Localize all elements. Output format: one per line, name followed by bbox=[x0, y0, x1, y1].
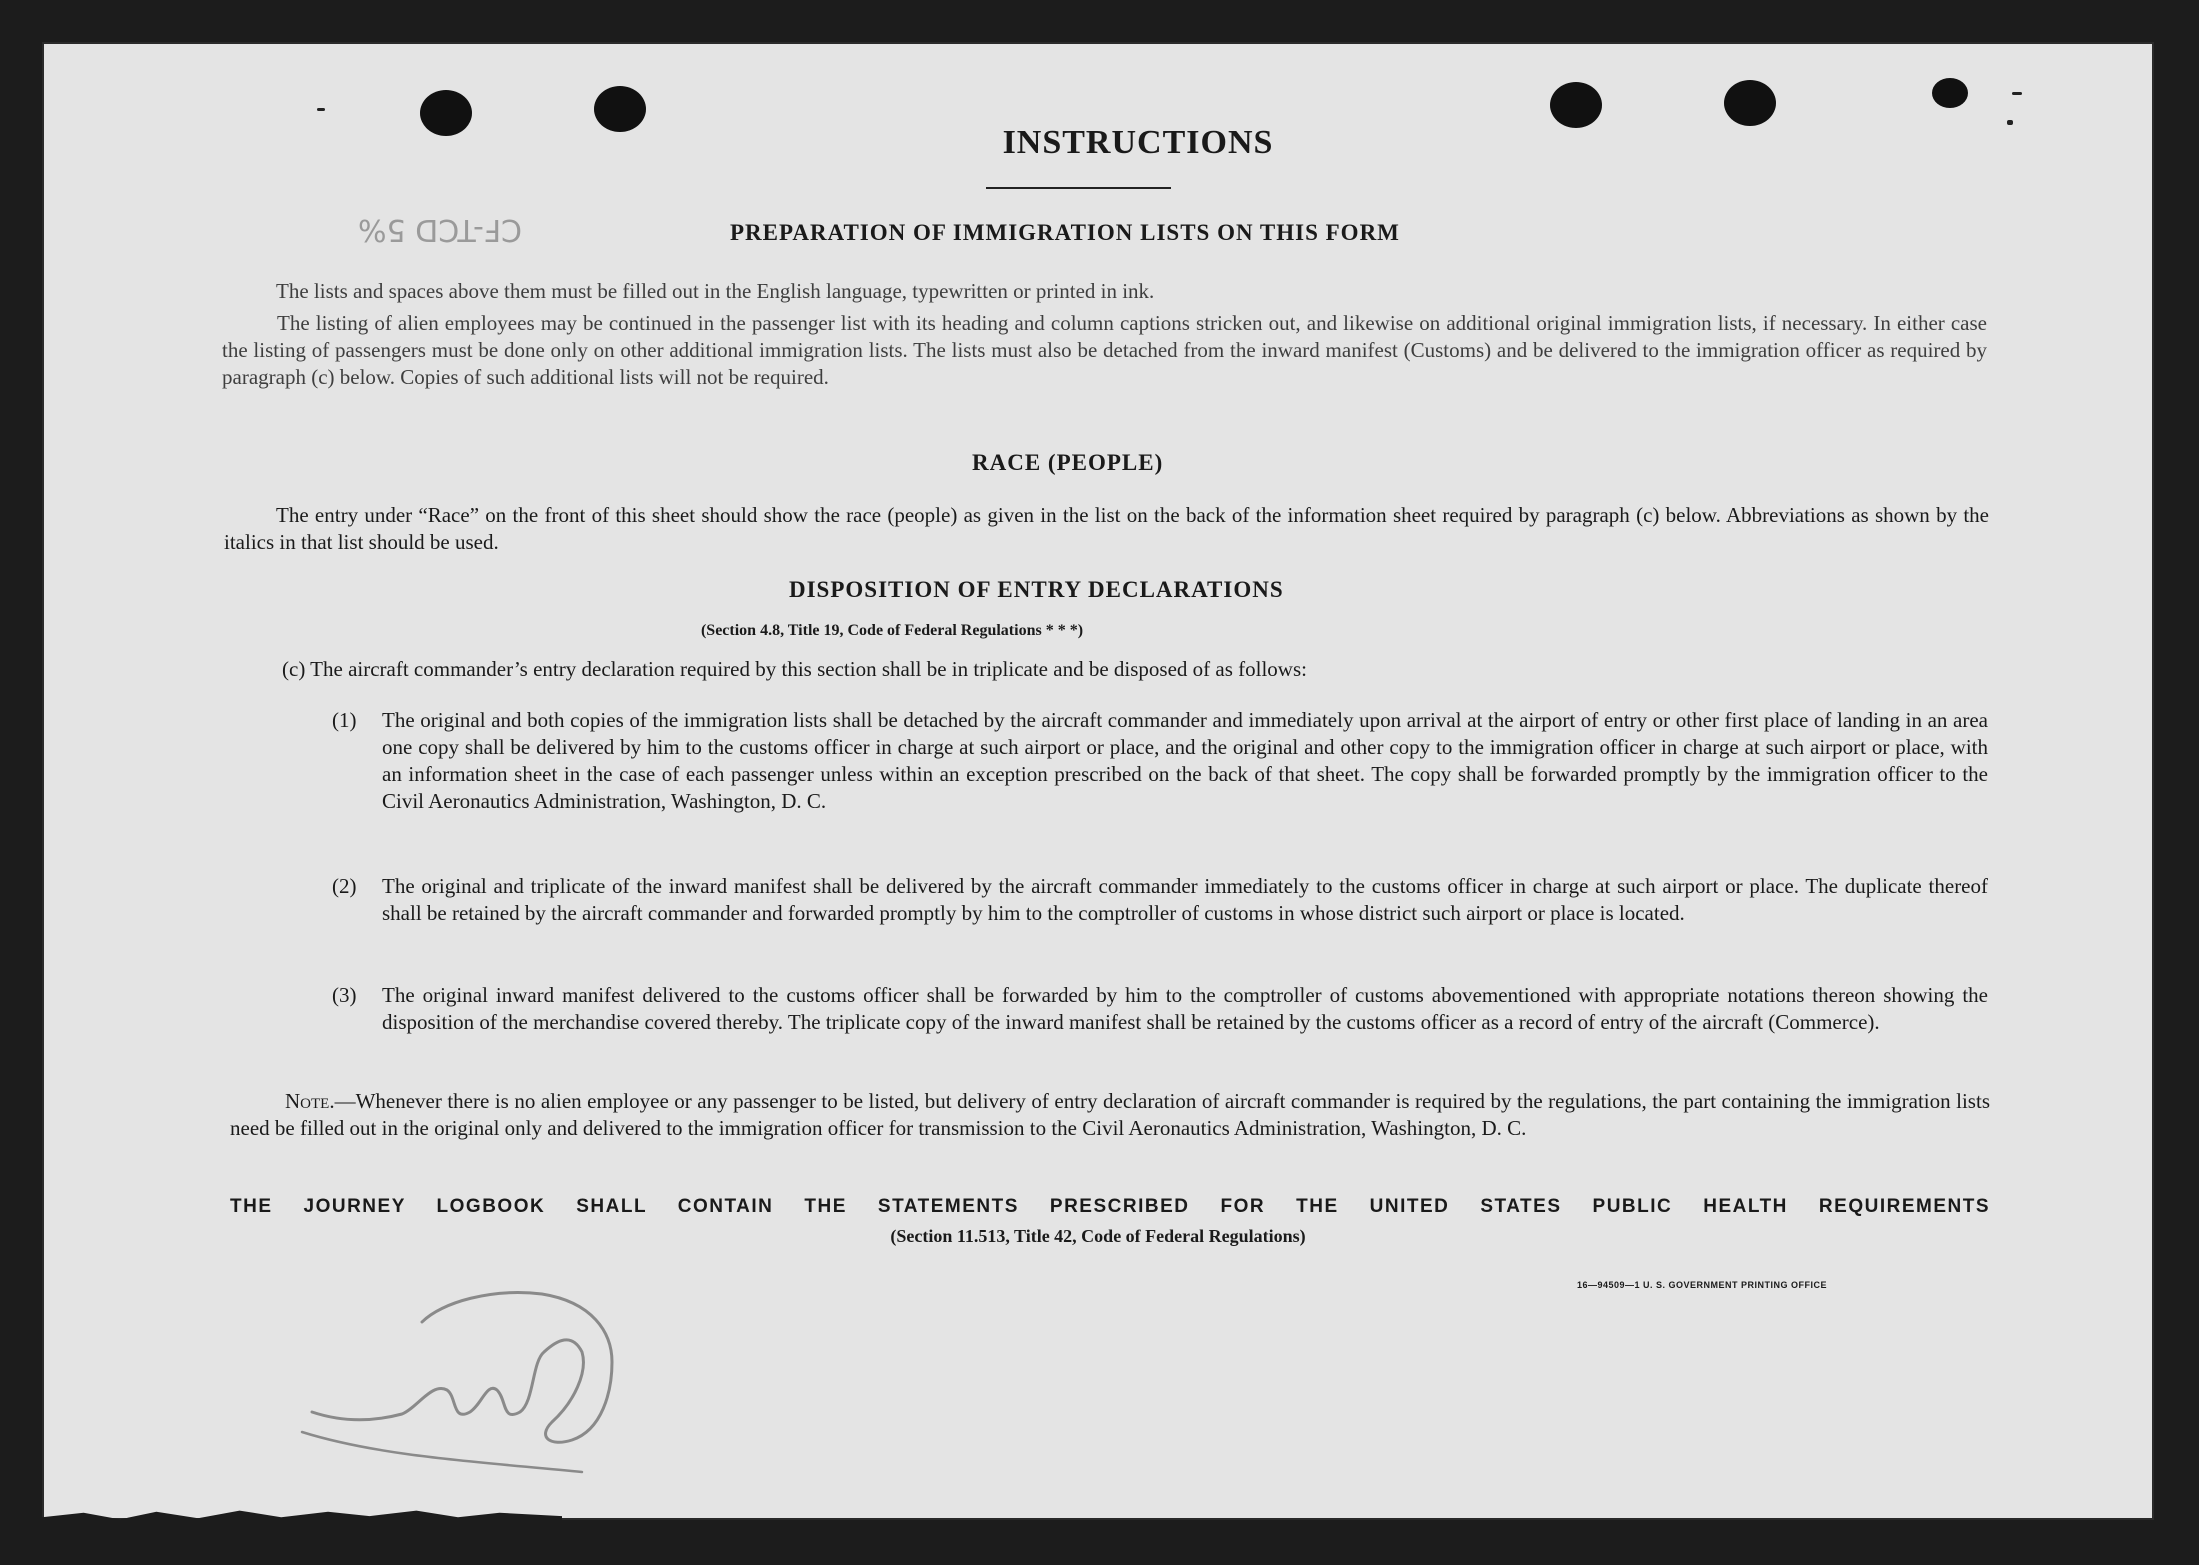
section-heading-disposition: DISPOSITION OF ENTRY DECLARATIONS bbox=[789, 577, 1284, 602]
handwritten-signature-icon bbox=[282, 1272, 742, 1502]
paragraph-item-1: The original and both copies of the immigration lists shall be detached by the aircraft commander and immediately upon arrival at the airport of entry or other first place of landing in an area one copy shall be delivered by him to the customs officer in charge at such airport or place, and the original and other copy to the immigration officer in charge at such airport or place, with an information sheet in the case of each passenger unless within an exception prescribed on the back of that sheet. The copy shall be forwarded promptly by the immigration officer to the Civil Aeronautics Administration, Washington, D. C. bbox=[382, 708, 1988, 813]
paragraph-item-2: The original and triplicate of the inward manifest shall be delivered by the aircraft commander immediately to the customs officer in charge at such airport or place. The duplicate thereof shall be retained by the aircraft commander and forwarded promptly by him to the comptroller of customs in whose district such airport or place is located. bbox=[382, 874, 1988, 925]
printing-office-code: 16—94509—1 U. S. GOVERNMENT PRINTING OFFICE bbox=[1577, 1280, 1828, 1290]
item-number-2: (2) bbox=[332, 874, 357, 898]
section-subheading-regulation: (Section 4.8, Title 19, Code of Federal Regulations * * *) bbox=[700, 622, 1084, 639]
punch-hole-icon bbox=[1724, 80, 1776, 126]
punch-hole-icon bbox=[1550, 82, 1602, 128]
paragraph-race: The entry under “Race” on the front of this sheet should show the race (people) as given in the list on the back of the information sheet required by paragraph (c) below. Abbreviations as shown by the italics in that list should be used. bbox=[224, 503, 1989, 554]
handwritten-stamp: CF-TCD 5% bbox=[358, 212, 523, 247]
page-title: INSTRUCTIONS bbox=[1002, 124, 1274, 161]
note-text: —Whenever there is no alien employee or any passenger to be listed, but delivery of entry declaration of aircraft commander is required by the regulations, the part containing the immigration lists need be filled out in the original only and delivered to the immigration officer for transmission to the Civil Aeronautics Administration, Washington, D. C. bbox=[230, 1089, 1990, 1140]
item-number-3: (3) bbox=[332, 983, 357, 1007]
scan-speck bbox=[317, 108, 325, 111]
footer-regulation-citation: (Section 11.513, Title 42, Code of Federal Regulations) bbox=[890, 1226, 1306, 1246]
section-heading-preparation: PREPARATION OF IMMIGRATION LISTS ON THIS FORM bbox=[730, 220, 1400, 245]
punch-hole-icon bbox=[1932, 78, 1968, 108]
title-underline bbox=[986, 187, 1171, 189]
section-heading-race: RACE (PEOPLE) bbox=[972, 450, 1164, 475]
item-number-1: (1) bbox=[332, 708, 357, 732]
scan-speck bbox=[2012, 92, 2022, 95]
paragraph-intro-c: (c) The aircraft commander’s entry declaration required by this section shall be in triplicate and be disposed of as follows: bbox=[282, 657, 1307, 681]
paragraph-item-3: The original inward manifest delivered to the customs officer shall be forwarded by him to the comptroller of customs abovementioned with appropriate notations thereon showing the disposition of the merchandise covered thereby. The triplicate copy of the inward manifest shall be retained by the customs officer as a record of entry of the aircraft (Commerce). bbox=[382, 983, 1988, 1034]
document-sheet bbox=[42, 42, 2154, 1520]
paragraph-lists-language: The lists and spaces above them must be filled out in the English language, typewritten or printed in ink. bbox=[276, 279, 1155, 303]
note-label: Note. bbox=[285, 1089, 335, 1113]
footer-health-requirements: THE JOURNEY LOGBOOK SHALL CONTAIN THE STATEMENTS PRESCRIBED FOR THE UNITED STATES PUBLIC HEALTH REQUIREMENTS bbox=[230, 1196, 1990, 1217]
note-paragraph bbox=[230, 1088, 1990, 1142]
torn-edge bbox=[42, 1504, 562, 1526]
paragraph-alien-employees: The listing of alien employees may be continued in the passenger list with its heading and column captions stricken out, and likewise on additional original immigration lists, if necessary. In either case the listing of passengers must be done only on other additional immigration lists. The lists must also be detached from the inward manifest (Customs) and be delivered to the immigration officer as required by paragraph (c) below. Copies of such additional lists will not be required. bbox=[222, 311, 1987, 389]
